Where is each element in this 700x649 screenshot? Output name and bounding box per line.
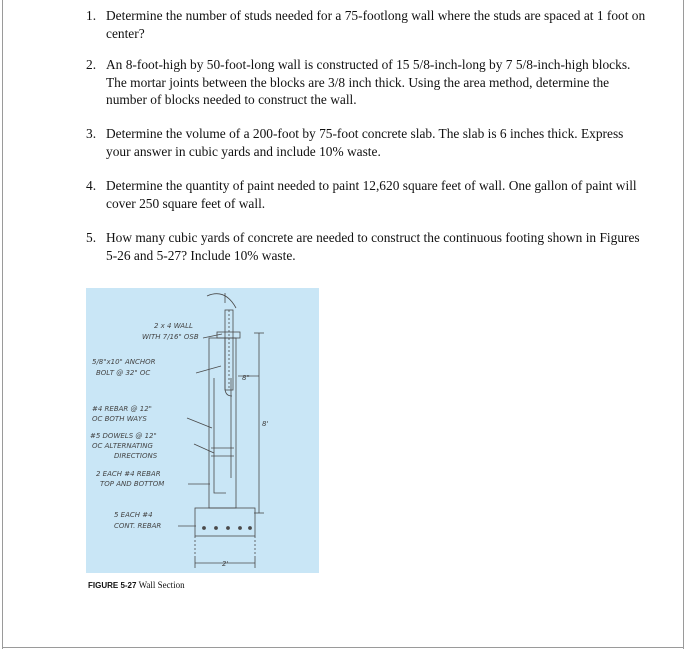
cont-note-line1: 5 EACH #4 [114, 511, 153, 519]
dim-wall-height: 8' [262, 420, 269, 428]
question-text: Determine the number of studs needed for a 75-footlong wall where the studs are spaced at 1 foot on center? [106, 8, 646, 41]
cont-note-line2: CONT. REBAR [114, 522, 162, 530]
wall-note-line2: WITH 7/16" OSB [142, 333, 199, 341]
figure-caption [88, 580, 185, 590]
figure-annotations [90, 322, 268, 568]
rebar-note-line2: OC BOTH WAYS [92, 415, 147, 423]
question-3 [86, 125, 646, 160]
dowels-note-line3: DIRECTIONS [114, 452, 158, 460]
dowels-note-line2: OC ALTERNATING [92, 442, 153, 450]
figure-label: FIGURE 5-27 [88, 581, 137, 590]
question-text: How many cubic yards of concrete are needed to construct the continuous footing shown in Figures 5-26 and 5-27? Include 10% waste. [106, 230, 640, 263]
figure-title: Wall Section [138, 580, 185, 590]
question-text: Determine the volume of a 200-foot by 75-foot concrete slab. The slab is 6 inches thick. Express your answer in cubic yards and include 10% waste. [106, 126, 624, 159]
question-1 [86, 7, 646, 42]
question-number: 3. [86, 126, 97, 141]
anchor-note-line2: BOLT @ 32" OC [96, 369, 151, 377]
dowels-note-line1: #5 DOWELS @ 12" [90, 432, 157, 440]
question-number: 4. [86, 178, 97, 193]
topbot-note-line2: TOP AND BOTTOM [100, 480, 165, 488]
topbot-note-line1: 2 EACH #4 REBAR [96, 470, 161, 478]
page-left-border [2, 0, 3, 649]
question-4 [86, 177, 646, 212]
question-text: An 8-foot-high by 50-foot-long wall is constructed of 15 5/8-inch-long by 7 5/8-inch-high blocks. The mortar joints between the blocks are 3/8 inch thick. Using the area method, determine the number of blocks needed to construct the wall. [106, 57, 631, 107]
wall-section-drawing [86, 288, 319, 573]
wall-note-line1: 2 x 4 WALL [154, 322, 193, 330]
question-number: 2. [86, 57, 97, 72]
question-5 [86, 229, 646, 264]
page-bottom-border [2, 647, 684, 648]
page-right-border [683, 0, 684, 649]
rebar-note-line1: #4 REBAR @ 12" [92, 405, 152, 413]
question-number: 5. [86, 230, 97, 245]
question-2 [86, 56, 646, 109]
dim-footing-width: 2' [222, 560, 229, 568]
dim-wall-thickness: 8" [242, 374, 250, 382]
wall-section-figure [86, 288, 319, 573]
question-text: Determine the quantity of paint needed to paint 12,620 square feet of wall. One gallon of paint will cover 250 square feet of wall. [106, 178, 637, 211]
anchor-note-line1: 5/8"x10" ANCHOR [92, 358, 156, 366]
question-number: 1. [86, 8, 97, 23]
